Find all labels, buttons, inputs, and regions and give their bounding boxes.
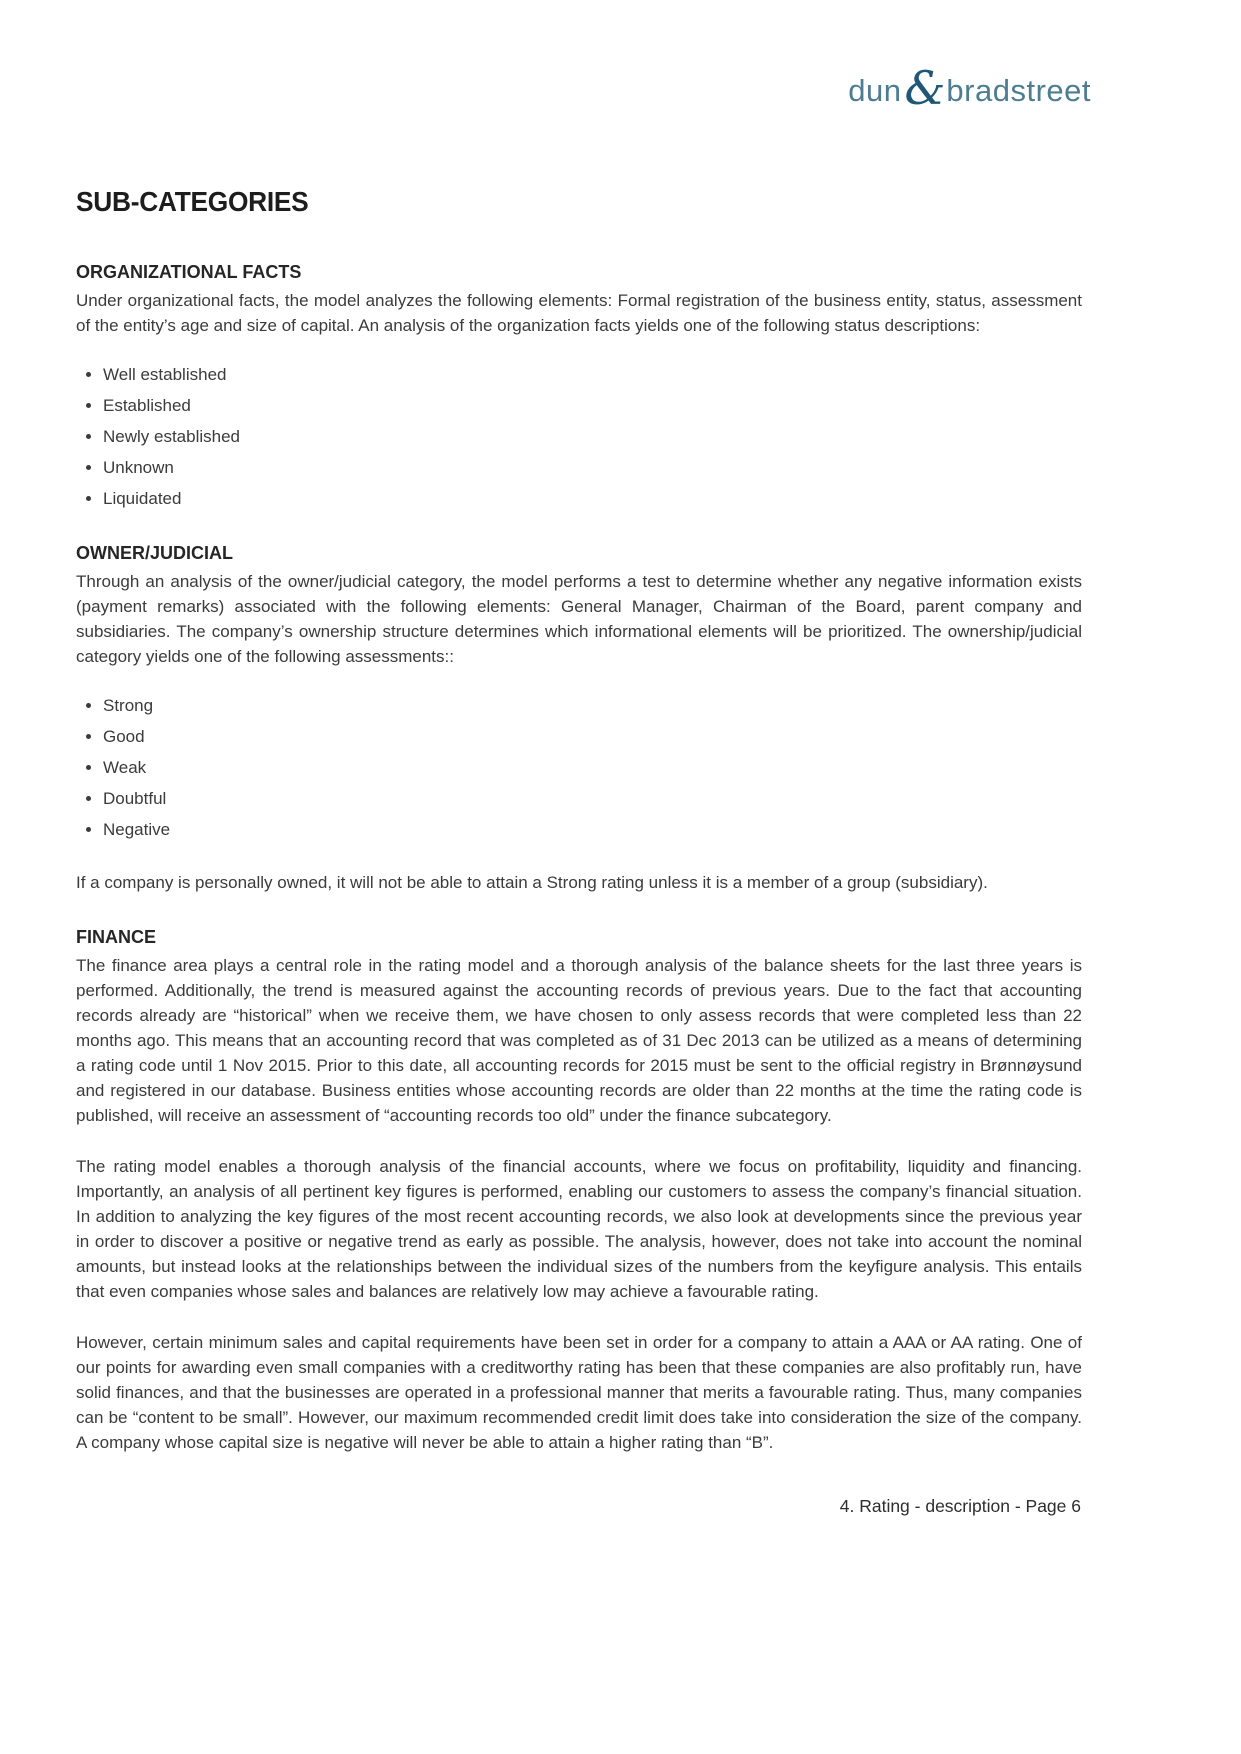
paragraph-owner-intro: Through an analysis of the owner/judicial category, the model performs a test to determine whether any negative information exists (payment remarks) associated with the following elements: General Manager, Chairman of the Board, parent company and subsidiaries. The company’s ownership structure determines which informational elements will be prioritized. The ownership/judicial category yields one of the following assessments:: [76, 572, 1082, 666]
paragraph-org-intro: Under organizational facts, the model analyzes the following elements: Formal registration of the business entity, status, assessment of the entity’s age and size of capital. An analysis of the organization facts yields one of the following status descriptions: [76, 291, 1082, 335]
section-heading-owner-judicial: OWNER/JUDICIAL [76, 543, 233, 563]
logo-word-dun: dun [848, 73, 902, 108]
bullet-item: • Doubtful [103, 786, 1082, 811]
dnb-logo [848, 61, 1091, 115]
paragraph-finance-1: The finance area plays a central role in the rating model and a thorough analysis of the balance sheets for the last three years is performed. Additionally, the trend is measured against the accounting records of previous years. Due to the fact that accounting records already are “historical” when we receive them, we have chosen to only assess records that were completed less than 22 months ago. This means that an accounting record that was completed as of 31 Dec 2013 can be utilized as a means of determining a rating code until 1 Nov 2015. Prior to this date, all accounting records for 2015 must be sent to the official registry in Brønnøysund and registered in our database. Business entities whose accounting records are older than 22 months at the time the rating code is published, will receive an assessment of “accounting records too old” under the finance subcategory. [76, 956, 1082, 1125]
owner-assessment-list [76, 693, 1082, 842]
logo-word-bradstreet: bradstreet [946, 73, 1091, 108]
bullet-item: • Strong [103, 693, 1082, 718]
section-heading-finance: FINANCE [76, 927, 156, 947]
logo-ampersand-icon: & [904, 61, 946, 115]
section-heading-organizational-facts: ORGANIZATIONAL FACTS [76, 262, 302, 282]
org-status-list [76, 362, 1082, 511]
page-title: SUB-CATEGORIES [76, 186, 309, 217]
bullet-item: • Negative [103, 817, 1082, 842]
bullet-item: • Newly established [103, 424, 1082, 449]
bullet-item: • Well established [103, 362, 1082, 387]
paragraph-finance-2: The rating model enables a thorough analysis of the financial accounts, where we focus on profitability, liquidity and financing. Importantly, an analysis of all pertinent key figures is performed, enabling our customers to assess the company’s financial situation. In addition to analyzing the key figures of the most recent accounting records, we also look at developments since the previous year in order to discover a positive or negative trend as early as possible. The analysis, however, does not take into account the nominal amounts, but instead looks at the relationships between the individual sizes of the numbers from the keyfigure analysis. This entails that even companies whose sales and balances are relatively low may achieve a favourable rating. [76, 1157, 1082, 1301]
paragraph-finance-3: However, certain minimum sales and capital requirements have been set in order for a company to attain a AAA or AA rating. One of our points for awarding even small companies with a creditworthy rating has been that these companies are also profitably run, have solid finances, and that the businesses are operated in a professional manner that merits a favourable rating. Thus, many companies can be “content to be small”. However, our maximum recommended credit limit does take into consideration the size of the company. A company whose capital size is negative will never be able to attain a higher rating than “B”. [76, 1333, 1082, 1452]
page-footer: 4. Rating - description - Page 6 [839, 1496, 1081, 1516]
bullet-item: • Weak [103, 755, 1082, 780]
paragraph-owner-note: If a company is personally owned, it will not be able to attain a Strong rating unless it is a member of a group (subsidiary). [76, 873, 988, 892]
bullet-item: • Good [103, 724, 1082, 749]
bullet-item: • Liquidated [103, 486, 1082, 511]
bullet-item: • Established [103, 393, 1082, 418]
bullet-item: • Unknown [103, 455, 1082, 480]
document-content [76, 186, 1082, 1481]
